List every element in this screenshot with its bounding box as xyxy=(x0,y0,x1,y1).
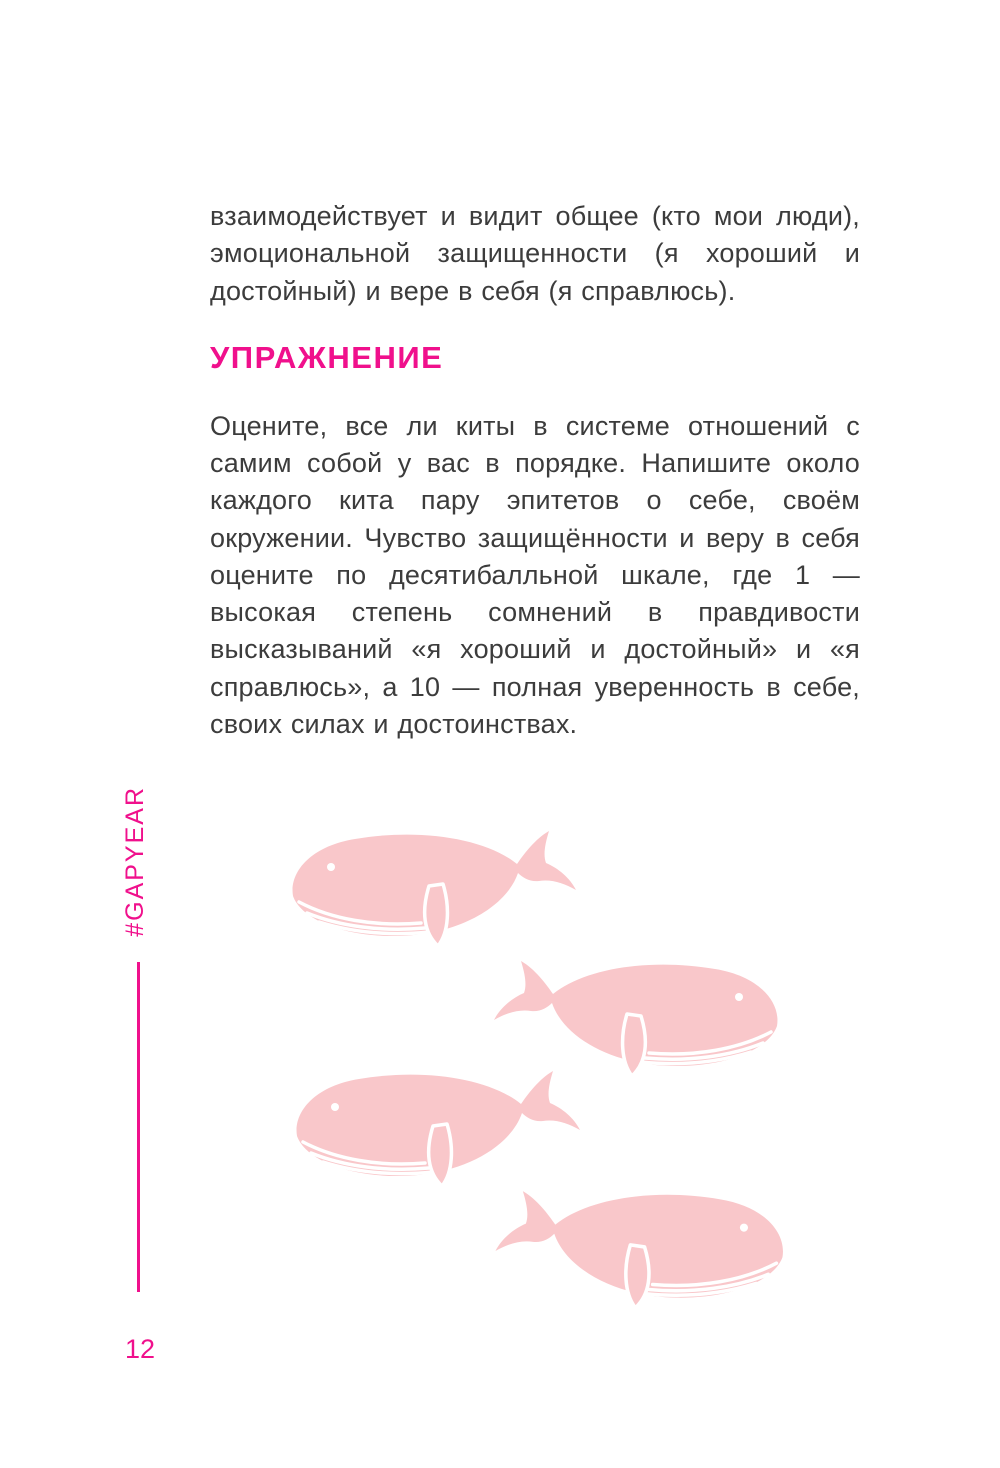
exercise-heading: УПРАЖНЕНИЕ xyxy=(210,339,444,375)
whale-icon xyxy=(487,950,787,1090)
vertical-rule xyxy=(137,962,140,1292)
page-number: 12 xyxy=(125,1334,156,1364)
whale-icon xyxy=(283,820,583,960)
intro-paragraph: взаимодействует и видит общее (кто мои люди), эмоциональной защищенности (я хороший и достойный) и вере в себя (я справлюсь). xyxy=(210,201,860,306)
whale-icon xyxy=(287,1060,587,1200)
whale-icon xyxy=(488,1180,793,1322)
side-hashtag-label: #GAPYEAR xyxy=(121,786,149,937)
exercise-paragraph: Оцените, все ли киты в системе отношений с самим собой у вас в порядке. Напишите около каждого кита пару эпитетов о себе, своём окружении. Чувство защищённости и веру в себя оцените по десятибалльной шкале, где 1 — высокая степень сомнений в правдивости высказываний «я хороший и достойный» и «я справлюсь», а 10 — полная уверенность в себе, своих силах и достоинствах. xyxy=(210,410,860,739)
page-content xyxy=(210,198,860,743)
